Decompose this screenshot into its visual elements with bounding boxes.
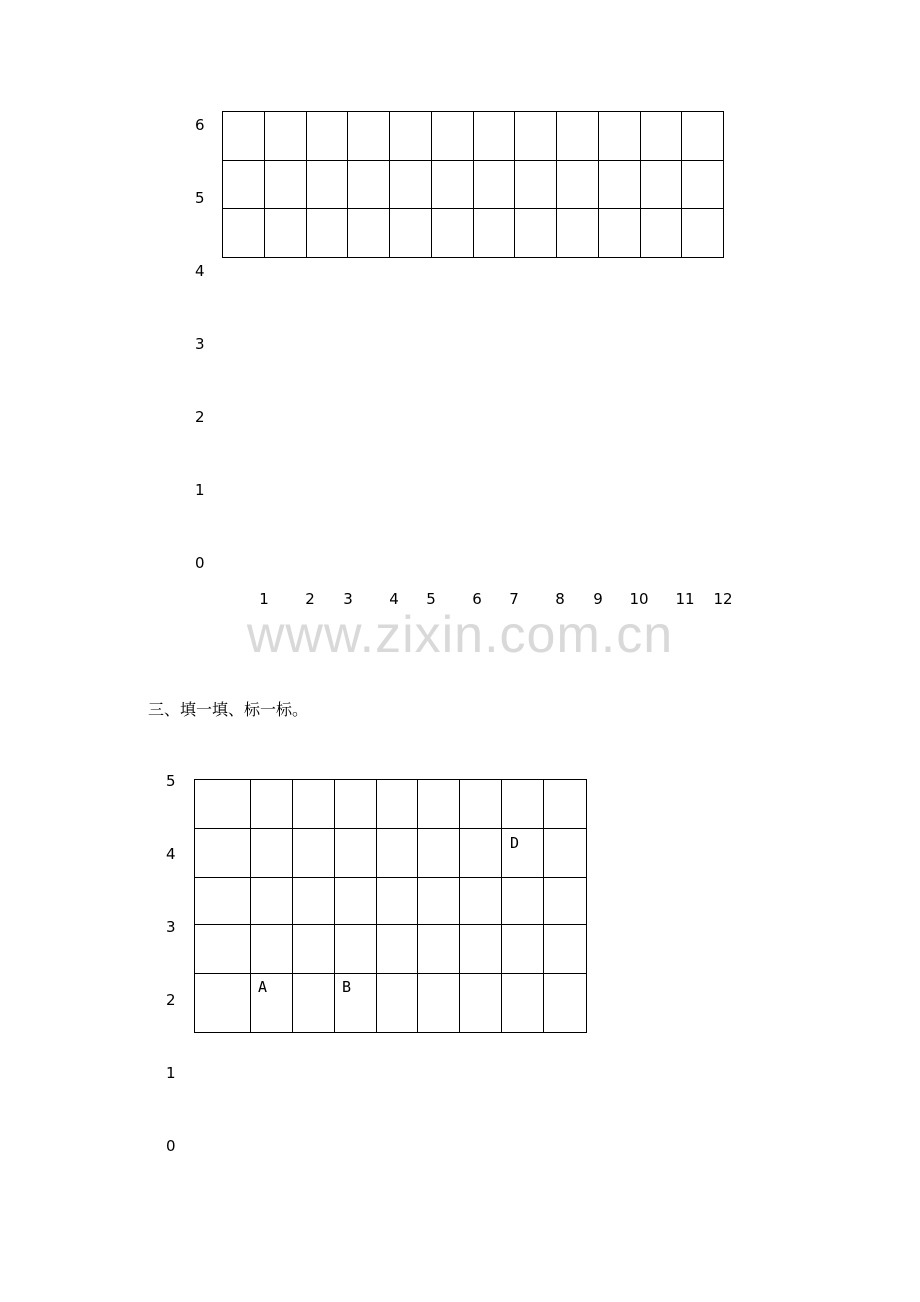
grid1-x-label: 2 (305, 590, 315, 608)
grid-cell (557, 161, 599, 209)
grid2-y-label: 1 (166, 1064, 176, 1082)
grid-cell (292, 878, 334, 925)
grid-cell (390, 209, 432, 258)
grid-cell (390, 112, 432, 161)
grid1-x-label: 1 (259, 590, 269, 608)
point-d-label: D (510, 834, 520, 852)
grid-cell (334, 829, 376, 878)
grid-cell (390, 161, 432, 209)
grid-cell (502, 780, 544, 829)
grid-cell (502, 974, 544, 1033)
grid-cell (292, 829, 334, 878)
grid1-x-label: 9 (593, 590, 603, 608)
grid1-x-label: 8 (555, 590, 565, 608)
grid-cell (264, 161, 306, 209)
grid1-x-label: 5 (426, 590, 436, 608)
grid1-y-label: 5 (195, 189, 205, 207)
section-heading: 三、填一填、标一标。 (148, 700, 309, 719)
grid-cell (334, 780, 376, 829)
grid-cell (473, 209, 515, 258)
grid-cell (640, 161, 682, 209)
grid-cell (418, 925, 460, 974)
grid-cell (292, 925, 334, 974)
watermark: www.zixin.com.cn (246, 606, 674, 664)
grid-cell (431, 112, 473, 161)
grid1-y-label: 0 (195, 554, 205, 572)
grid-cell (460, 780, 502, 829)
grid-cell (598, 161, 640, 209)
grid-cell (250, 780, 292, 829)
grid-cell (460, 878, 502, 925)
grid-cell (306, 209, 348, 258)
point-b-label: B (342, 978, 352, 996)
grid1-y-label: 3 (195, 335, 205, 353)
grid-cell (223, 112, 265, 161)
grid-cell (598, 209, 640, 258)
grid-cell (418, 974, 460, 1033)
grid-cell (264, 112, 306, 161)
grid-cell (376, 974, 418, 1033)
grid-cell (264, 209, 306, 258)
grid-cell (544, 878, 587, 925)
grid-cell (544, 829, 587, 878)
grid-cell (431, 209, 473, 258)
grid1-x-label: 6 (472, 590, 482, 608)
grid-cell (640, 209, 682, 258)
grid2-y-label: 5 (166, 772, 176, 790)
grid-cell (195, 829, 251, 878)
grid-cell (473, 161, 515, 209)
grid-cell (195, 974, 251, 1033)
grid-cell (515, 161, 557, 209)
grid-cell (195, 878, 251, 925)
grid1-x-label: 12 (713, 590, 733, 608)
grid-cell (250, 829, 292, 878)
grid-cell (502, 829, 544, 878)
grid1-y-label: 4 (195, 262, 205, 280)
grid-cell (544, 925, 587, 974)
grid2-y-label: 4 (166, 845, 176, 863)
grid-cell (348, 112, 390, 161)
grid-cell (544, 780, 587, 829)
grid2-y-label: 0 (166, 1137, 176, 1155)
grid-cell (640, 112, 682, 161)
grid1-table (222, 111, 724, 258)
grid-cell (376, 878, 418, 925)
grid-cell (306, 112, 348, 161)
grid-cell (515, 209, 557, 258)
grid-cell (348, 161, 390, 209)
grid-cell (250, 974, 292, 1033)
grid-cell (682, 209, 724, 258)
grid1-x-label: 7 (509, 590, 519, 608)
grid1-x-label: 10 (629, 590, 649, 608)
grid-cell (195, 780, 251, 829)
grid-cell (515, 112, 557, 161)
grid-cell (460, 925, 502, 974)
grid-cell (376, 925, 418, 974)
grid-cell (418, 829, 460, 878)
grid-cell (250, 878, 292, 925)
grid1-x-label: 3 (343, 590, 353, 608)
grid-cell (460, 974, 502, 1033)
grid-cell (544, 974, 587, 1033)
grid-cell (223, 209, 265, 258)
grid-cell (682, 112, 724, 161)
grid-cell (682, 161, 724, 209)
grid-cell (418, 878, 460, 925)
grid-cell (348, 209, 390, 258)
grid-cell (334, 878, 376, 925)
grid-cell (598, 112, 640, 161)
grid2-table (194, 779, 587, 1033)
grid-cell (306, 161, 348, 209)
grid-cell (502, 925, 544, 974)
grid-cell (557, 112, 599, 161)
grid1-y-label: 6 (195, 116, 205, 134)
grid-cell (334, 925, 376, 974)
grid1-y-label: 2 (195, 408, 205, 426)
grid-cell (557, 209, 599, 258)
grid-cell (376, 780, 418, 829)
grid-cell (250, 925, 292, 974)
grid-cell (502, 878, 544, 925)
grid2-y-label: 2 (166, 991, 176, 1009)
grid-cell (292, 974, 334, 1033)
grid1-x-label: 4 (389, 590, 399, 608)
grid2-y-label: 3 (166, 918, 176, 936)
grid-cell (292, 780, 334, 829)
grid-cell (418, 780, 460, 829)
grid-cell (223, 161, 265, 209)
grid-cell (473, 112, 515, 161)
grid-cell (460, 829, 502, 878)
grid-cell (431, 161, 473, 209)
grid1-x-label: 11 (675, 590, 695, 608)
grid-cell (376, 829, 418, 878)
grid1-y-label: 1 (195, 481, 205, 499)
grid-cell (195, 925, 251, 974)
grid-cell (334, 974, 376, 1033)
point-a-label: A (258, 978, 268, 996)
